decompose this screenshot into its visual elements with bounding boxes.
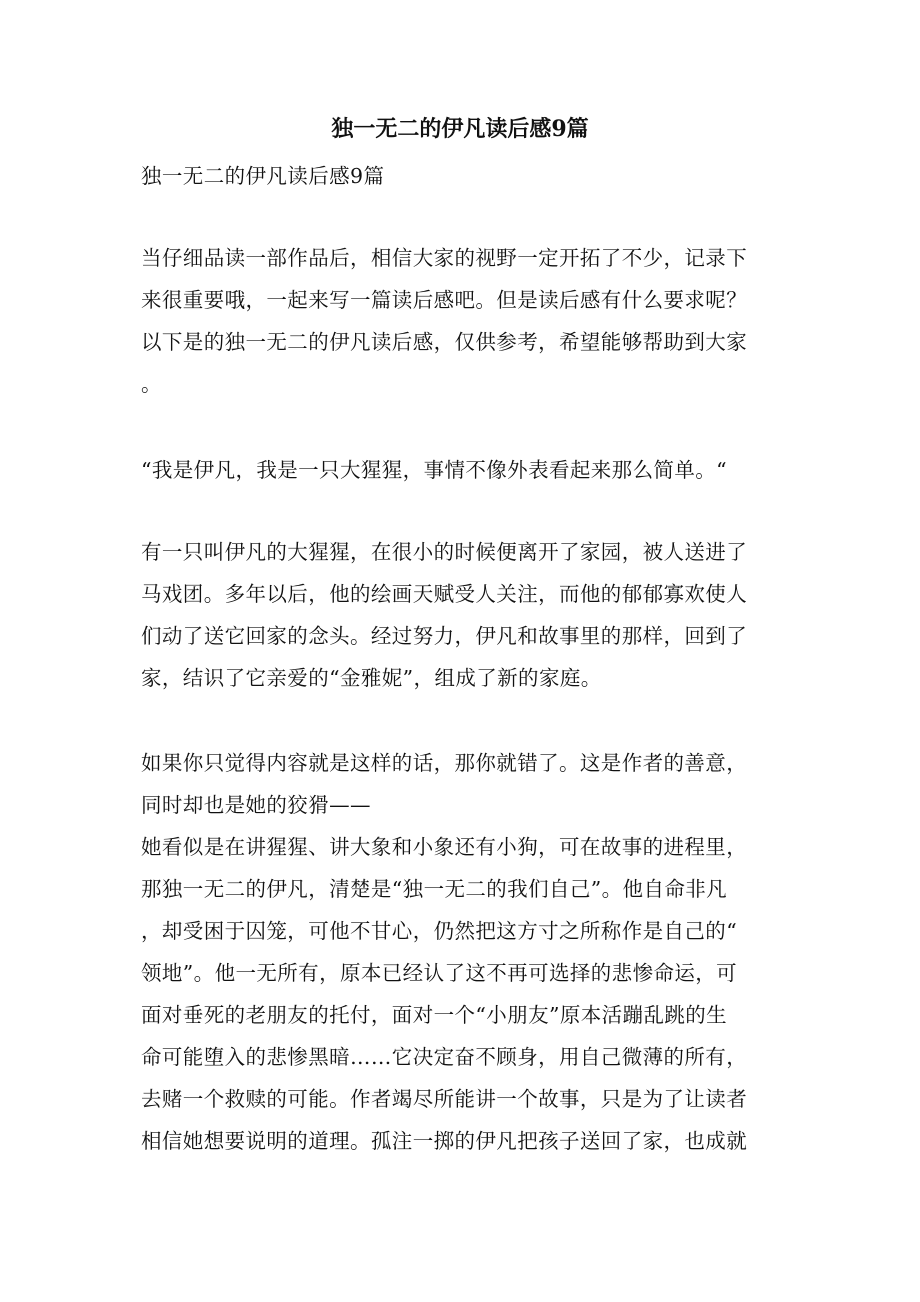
text-line: 她看似是在讲猩猩、讲大象和小象还有小狗，可在故事的进程里， [141,835,748,859]
text-line: 面对垂死的老朋友的托付，面对一个“小朋友”原本活蹦乱跳的生 [141,1003,728,1027]
text-line: “我是伊凡，我是一只大猩猩，事情不像外表看起来那么简单。“ [141,458,728,482]
text-line: 来很重要哦，一起来写一篇读后感吧。但是读后感有什么要求呢？ [141,288,748,312]
text-line: 相信她想要说明的道理。孤注一掷的伊凡把孩子送回了家，也成就 [141,1129,748,1153]
text-line: 如果你只觉得内容就是这样的话，那你就错了。这是作者的善意， [141,751,748,775]
text-line: 们动了送它回家的念头。经过努力，伊凡和故事里的那样，回到了 [141,624,748,648]
text-line: 以下是的独一无二的伊凡读后感，仅供参考，希望能够帮助到大家 [141,330,748,354]
text-line: 有一只叫伊凡的大猩猩，在很小的时候便离开了家园，被人送进了 [141,540,748,564]
text-line: 家，结识了它亲爱的“金雅妮”，组成了新的家庭。 [141,666,602,690]
document-subtitle: 独一无二的伊凡读后感9篇 [141,164,385,188]
text-line: ，却受困于囚笼，可他不甘心，仍然把这方寸之所称作是自己的“ [141,919,738,943]
text-line: 去赌一个救赎的可能。作者竭尽所能讲一个故事，只是为了让读者 [141,1087,748,1111]
text-line: 那独一无二的伊凡，清楚是“独一无二的我们自己”。他自命非凡 [141,877,728,901]
text-line: 马戏团。多年以后，他的绘画天赋受人关注，而他的郁郁寡欢使人 [141,582,748,606]
document-title: 独一无二的伊凡读后感9篇 [331,116,589,142]
text-line: 当仔细品读一部作品后，相信大家的视野一定开拓了不少，记录下 [141,246,748,270]
text-line: 领地”。他一无所有，原本已经认了这不再可选择的悲惨命运，可 [141,961,738,985]
text-line: 同时却也是她的狡猾—— [141,793,371,817]
text-line: 。 [141,372,162,396]
text-line: 命可能堕入的悲惨黑暗……它决定奋不顾身，用自己微薄的所有， [141,1045,748,1069]
